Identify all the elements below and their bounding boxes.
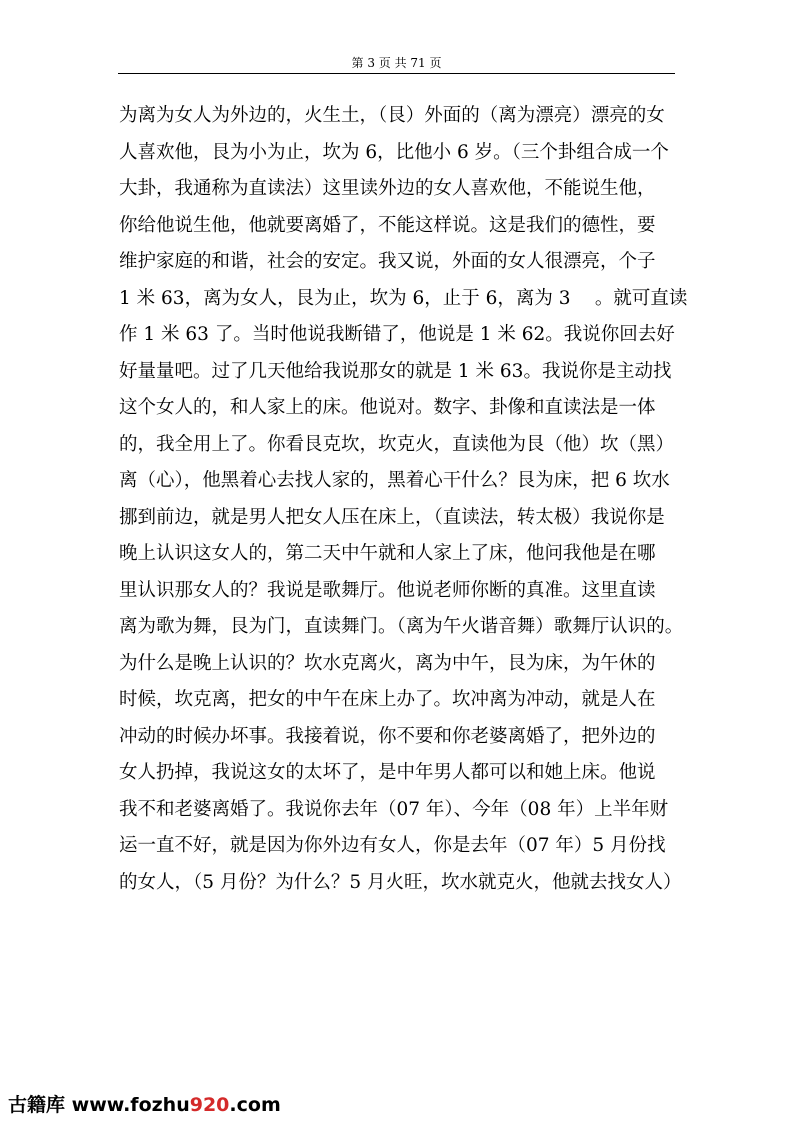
text-line: 1 米 63，离为女人，艮为止，坎为 6，止于 6，离为 3 。就可直读 xyxy=(119,287,688,309)
text-line: 运一直不好，就是因为你外边有女人，你是去年（07 年）5 月份找 xyxy=(119,835,666,856)
text-line: 晚上认识这女人的，第二天中午就和人家上了床，他问我他是在哪 xyxy=(119,543,656,564)
text-line: 的女人，（5 月份？为什么？5 月火旺，坎水就克火，他就去找女人） xyxy=(119,871,682,893)
text-line: 里认识那女人的？我说是歌舞厅。他说老师你断的真准。这里直读 xyxy=(119,579,656,601)
page-number-header: 第 3 页 共 71 页 xyxy=(351,56,442,70)
text-line: 冲动的时候办坏事。我接着说，你不要和你老婆离婚了，把外边的 xyxy=(119,725,656,747)
text-line: 好量量吧。过了几天他给我说那女的就是 1 米 63。我说你是主动找 xyxy=(119,360,672,382)
text-line: 为离为女人为外边的，火生土，（艮）外面的（离为漂亮）漂亮的女 xyxy=(119,105,665,126)
watermark-brand: 古籍库 xyxy=(8,1094,66,1116)
text-line: 的，我全用上了。你看艮克坎，坎克火，直读他为艮（他）坎（黑） xyxy=(119,433,675,455)
watermark-url-prefix: www.fozhu xyxy=(71,1094,190,1116)
text-line: 这个女人的，和人家上的床。他说对。数字、卦像和直读法是一体 xyxy=(119,397,656,418)
document-body xyxy=(119,98,689,901)
watermark-url-number: 920 xyxy=(189,1094,230,1116)
text-line: 你给他说生他，他就要离婚了，不能这样说。这是我们的德性，要 xyxy=(119,214,656,236)
watermark-url-suffix: .com xyxy=(229,1094,281,1116)
header-divider xyxy=(118,73,675,74)
text-line: 大卦，我通称为直读法）这里读外边的女人喜欢他，不能说生他， xyxy=(119,178,656,199)
text-line: 为什么是晚上认识的？坎水克离火，离为中午，艮为床，为午休的 xyxy=(119,652,656,674)
text-line: 离（心），他黑着心去找人家的，黑着心干什么？艮为床，把 6 坎水 xyxy=(119,470,670,491)
text-line: 我不和老婆离婚了。我说你去年（07 年）、今年（08 年）上半年财 xyxy=(119,798,669,820)
text-line: 人喜欢他，艮为小为止，坎为 6，比他小 6 岁。（三个卦组合成一个 xyxy=(119,141,669,163)
text-line: 挪到前边，就是男人把女人压在床上，（直读法，转太极）我说你是 xyxy=(119,506,665,528)
text-line: 离为歌为舞，艮为门，直读舞门。（离为午火谐音舞）歌舞厅认识的。 xyxy=(119,616,684,637)
text-line: 维护家庭的和谐，社会的安定。我又说，外面的女人很漂亮，个子 xyxy=(119,251,656,272)
text-line: 时候，坎克离，把女的中午在床上办了。坎冲离为冲动，就是人在 xyxy=(119,689,656,710)
site-watermark xyxy=(8,1090,281,1117)
text-line: 作 1 米 63 了。当时他说我断错了，他说是 1 米 62。我说你回去好 xyxy=(119,324,675,345)
text-line: 女人扔掉，我说这女的太坏了，是中年男人都可以和她上床。他说 xyxy=(119,762,656,783)
